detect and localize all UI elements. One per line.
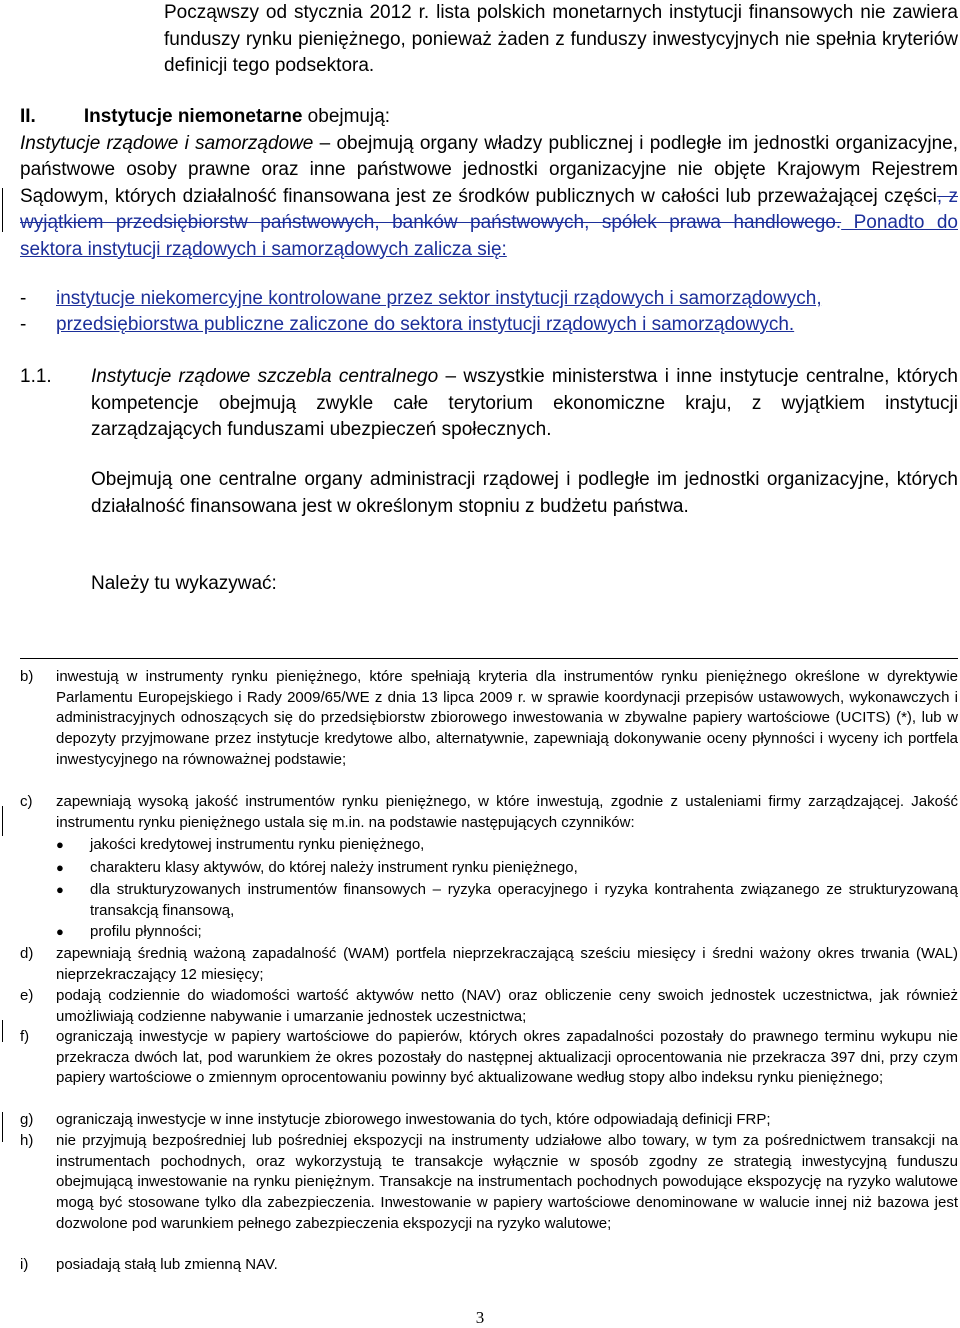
footnote-g: ograniczają inwestycje w inne instytucje zbiorowego inwestowania do tych, które odpowiadają definicji FRP;	[56, 1111, 771, 1128]
dash-marker: -	[20, 314, 27, 335]
footnote-b: inwestują w instrumenty rynku pieniężnego, które spełniają kryteria dla instrumentów rynku pieniężnego określone w dyrektywie Parlamentu Europejskiego i Rady 2009/65/WE z dnia 13 lipca 2009 r. w sprawie koordynacji przepisów ustawowych, wykonawczych i administracyjnych odnoszących się do przedsiębiorstw zbiorowego inwestowania w zbywalne papiery wartościowe (UCITS) (*), lub w depozyty przyjmowane przez instytucje kredytowe albo, alternatywnie, zapewniają dokonywanie oceny płynności i wyceny ich portfela inwestycyjnego na równoważnej podstawie;	[56, 668, 958, 768]
section-1-1	[91, 364, 958, 444]
bullet-icon: ●	[56, 924, 64, 939]
dash-marker: -	[20, 288, 27, 309]
footnote-f: ograniczają inwestycje w papiery wartościowe do papierów, których okres zapadalności pozostały do prawnego terminu wykupu nie przekracza dwóch lat, pod warunkiem że okres pozostały do następnej aktualizacji oprocentowania nie przekracza 397 dni, przy czym papiery wartościowe o zmiennym oprocentowaniu powinny być aktualizowane według stopy albo indeksu rynku pieniężnego;	[56, 1028, 958, 1087]
footnote-divider	[20, 658, 958, 659]
section-ii-title-tail: obejmują:	[302, 106, 391, 127]
section-1-1-number: 1.1.	[20, 366, 52, 387]
section-ii	[20, 104, 958, 263]
inserted-text: Ponadto do sektora instytucji rządowych i samorządowych zalicza się:	[20, 212, 958, 260]
footnote-label: h)	[20, 1132, 34, 1149]
dash-item-text: instytucje niekomercyjne kontrolowane przez sektor instytucji rządowych i samorządowych,	[56, 288, 822, 309]
footnote-label: b)	[20, 668, 34, 685]
bullet-icon: ●	[56, 837, 64, 852]
bullet-text: dla strukturyzowanych instrumentów finansowych – ryzyka operacyjnego i ryzyka kontrahenta związanego ze strukturyzowaną transakcją finansową,	[90, 881, 958, 919]
footnote-label: e)	[20, 987, 34, 1004]
footnote-label: g)	[20, 1111, 34, 1128]
bullet-text: jakości kredytowej instrumentu rynku pieniężnego,	[90, 836, 425, 853]
footnote-label: i)	[20, 1256, 29, 1273]
bullet-icon: ●	[56, 882, 64, 897]
section-1-1-text: – wszystkie ministerstwa i inne instytucje centralne, których kompetencje obejmują zwykle całe terytorium ekonomiczne kraju, z wyjątkiem instytucji zarządzających funduszami ubezpieczeń społecznych.	[91, 366, 958, 440]
section-1-1-term: Instytucje rządowe szczebla centralnego	[91, 366, 439, 387]
footnote-label: c)	[20, 793, 33, 810]
footnote-h: nie przyjmują bezpośredniej lub pośredniej ekspozycji na instrumenty udziałowe albo towary, w tym za pośrednictwem transakcji na instrumentach pochodnych, oraz wykorzystują te transakcje wyłącznie w sposób zgodny ze strategią inwestycyjną funduszu obejmującą inwestowanie na rynku pieniężnym. Transakcje na instrumentach pochodnych powodujące ekspozycję na ryzyko walutowe mogą być stosowane tylko dla zabezpieczenia. Inwestowanie w papiery wartościowe denominowane w walucie innej niż bazowa jest dozwolone pod warunkiem pełnego zabezpieczenia ekspozycji na ryzyko walutowe;	[56, 1132, 958, 1232]
dash-item-text: przedsiębiorstwa publiczne zaliczone do sektora instytucji rządowych i samorządowych.	[56, 314, 795, 335]
revision-mark	[2, 1112, 3, 1142]
footnote-d: zapewniają średnią ważoną zapadalność (WAM) portfela nieprzekraczającą sześciu miesięcy i średni ważony okres trwania (WAL) nieprzekraczający 12 miesięcy;	[56, 945, 958, 983]
bullet-text: charakteru klasy aktywów, do której należy instrument rynku pieniężnego,	[90, 859, 578, 876]
page-number: 3	[475, 1308, 485, 1327]
definition-text: – obejmują organy władzy publicznej i podległe im jednostki organizacyjne, państwowe osoby prawne oraz inne państwowe jednostki organizacyjne nie objęte Krajowym Rejestrem Sądowym, których działalność finansowana jest ze środków publicznych w całości lub przeważającej części	[20, 132, 958, 207]
section-1-1-para2: Obejmują one centralne organy administracji rządowej i podległe im jednostki organizacyjne, których działalność finansowana jest w określonym stopniu z budżetu państwa.	[91, 469, 958, 517]
revision-mark	[2, 1020, 3, 1042]
definition-term: Instytucje rządowe i samorządowe	[20, 132, 314, 154]
footnote-i: posiadają stałą lub zmienną NAV.	[56, 1256, 278, 1273]
bullet-icon: ●	[56, 860, 64, 875]
bullet-text: profilu płynności;	[90, 923, 202, 940]
footnote-e: podają codziennie do wiadomości wartość aktywów netto (NAV) oraz obliczenie ceny swoich jednostek uczestnictwa, jak również umożliwiają codzienne nabywanie i umarzanie jednostek uczestnictwa;	[56, 987, 958, 1025]
intro-paragraph: Począwszy od stycznia 2012 r. lista polskich monetarnych instytucji finansowych nie zawiera funduszy rynku pieniężnego, ponieważ żaden z funduszy inwestycyjnych nie spełnia kryteriów definicji tego podsektora.	[164, 2, 958, 76]
footnote-label: f)	[20, 1028, 30, 1045]
revision-bar	[2, 188, 3, 232]
revision-mark	[2, 806, 3, 836]
footnote-c: zapewniają wysoką jakość instrumentów rynku pieniężnego, w które inwestują, zgodnie z ustaleniami firmy zarządzającej. Jakość instrumentu rynku pieniężnego ustala się m.in. na podstawie następujących czynników:	[56, 793, 958, 831]
footnote-label: d)	[20, 945, 34, 962]
section-ii-number: II.	[20, 106, 36, 127]
section-1-1-para3: Należy tu wykazywać:	[91, 573, 277, 594]
section-ii-title: Instytucje niemonetarne	[83, 106, 303, 127]
deleted-text: , z wyjątkiem przedsiębiorstw państwowych, banków państwowych, spółek prawa handlowego.	[20, 185, 959, 233]
